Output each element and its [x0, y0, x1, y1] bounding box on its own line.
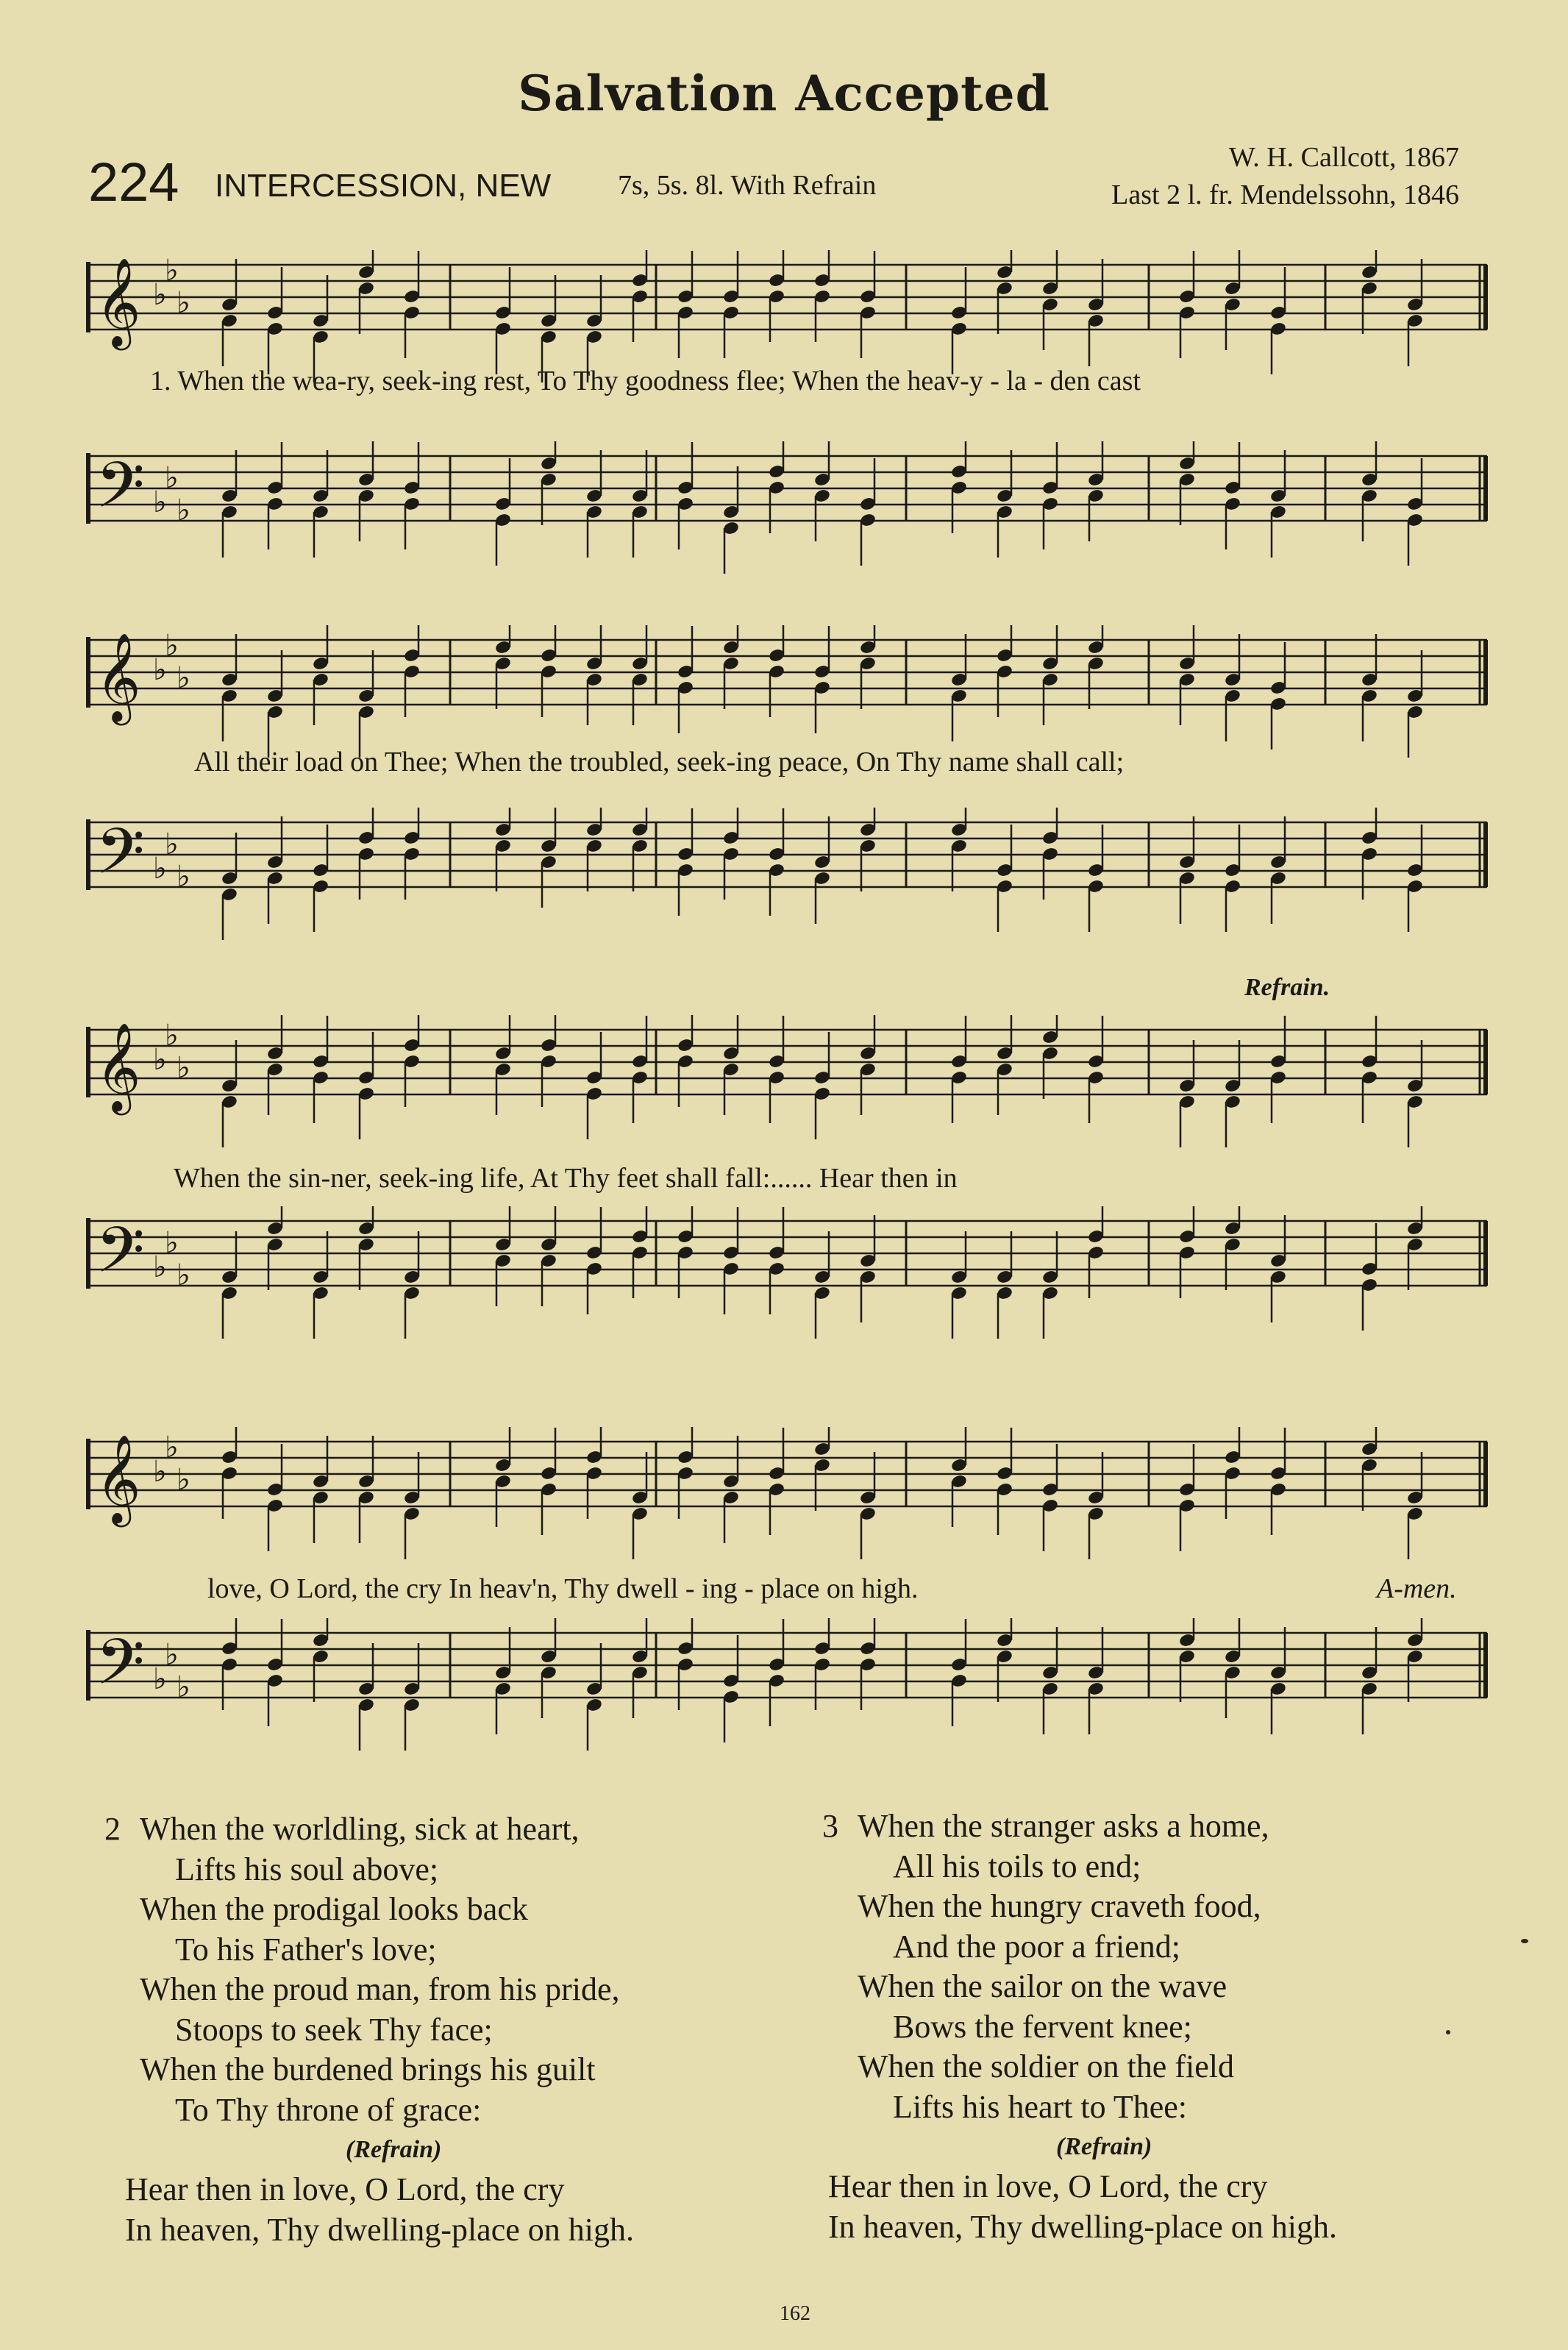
refrain-line: Hear then in love, O Lord, the cry: [828, 2168, 1268, 2204]
flat-sign-icon: ♭: [165, 1638, 179, 1672]
lyric-line-2: All their load on Thee; When the troubled, seek-ing peace, On Thy name shall call;: [194, 747, 1125, 777]
music-system-1: [82, 221, 1494, 581]
music-system-4: [82, 1397, 1494, 1809]
verse-line: When the hungry craveth food,: [858, 1888, 1261, 1924]
flat-sign-icon: ♭: [177, 1258, 190, 1292]
flat-sign-icon: ♭: [153, 1455, 167, 1489]
music-system-2: [82, 610, 1494, 956]
verse-line: When the sailor on the wave: [858, 1968, 1227, 2004]
verse-line: To his Father's love;: [175, 1931, 437, 1968]
verse-line: When the burdened brings his guilt: [140, 2051, 596, 2087]
flat-sign-icon: ♭: [153, 278, 167, 312]
flat-sign-icon: ♭: [153, 1043, 167, 1077]
flat-sign-icon: ♭: [153, 653, 167, 687]
meter: 7s, 5s. 8l. With Refrain: [618, 170, 877, 201]
flat-sign-icon: ♭: [177, 1670, 190, 1704]
ink-speck: [1446, 2030, 1450, 2034]
lyric-line-3: When the sin-ner, seek-ing life, At Thy feet shall fall:...... Hear then in: [174, 1163, 958, 1194]
flat-sign-icon: ♭: [165, 827, 179, 861]
flat-sign-icon: ♭: [165, 1431, 179, 1464]
flat-sign-icon: ♭: [165, 1226, 179, 1260]
refrain-mark: Refrain.: [1244, 974, 1330, 1001]
verse-line: Stoops to seek Thy face;: [175, 2011, 493, 2048]
flat-sign-icon: ♭: [153, 852, 167, 886]
refrain-line: Hear then in love, O Lord, the cry: [125, 2171, 565, 2207]
amen-lyric: A-men.: [1377, 1573, 1457, 1604]
bass-clef-icon: 𝄢: [96, 814, 145, 904]
bass-clef-icon: 𝄢: [96, 448, 145, 538]
arranger-credit: Last 2 l. fr. Mendelssohn, 1846: [1111, 179, 1459, 210]
verse-line: When the prodigal looks back: [140, 1891, 528, 1927]
composer-credit: W. H. Callcott, 1867: [1228, 142, 1459, 173]
flat-sign-icon: ♭: [165, 461, 179, 495]
verse-line: When the soldier on the field: [858, 2048, 1234, 2084]
flat-sign-icon: ♭: [153, 1662, 167, 1696]
verse-2: [104, 1809, 634, 2250]
treble-clef-icon: 𝄞: [96, 1022, 141, 1111]
verse-3: [822, 1806, 1337, 2247]
verse-line: When the worldling, sick at heart,: [140, 1811, 580, 1847]
flat-sign-icon: ♭: [153, 1250, 167, 1284]
flat-sign-icon: ♭: [177, 860, 190, 894]
refrain-line: In heaven, Thy dwelling-place on high.: [828, 2208, 1337, 2245]
treble-staff: [82, 1015, 1494, 1162]
bass-staff: [82, 1206, 1494, 1353]
flat-sign-icon: ♭: [165, 629, 179, 663]
refrain-label: (Refrain): [1056, 2133, 1152, 2160]
flat-sign-icon: ♭: [177, 494, 190, 527]
verse-line: To Thy throne of grace:: [175, 2091, 482, 2128]
bass-staff: [82, 1618, 1494, 1765]
bass-staff: [82, 441, 1494, 588]
verse-line: Bows the fervent knee;: [893, 2008, 1192, 2045]
bass-clef-icon: 𝄢: [96, 1213, 145, 1303]
flat-sign-icon: ♭: [177, 286, 190, 320]
refrain-line: In heaven, Thy dwelling-place on high.: [125, 2211, 634, 2248]
treble-clef-icon: 𝄞: [96, 632, 141, 722]
flat-sign-icon: ♭: [177, 661, 190, 695]
lyric-line-4: love, O Lord, the cry In heav'n, Thy dwell - ing - place on high.: [207, 1573, 919, 1604]
bass-staff: [82, 808, 1494, 955]
verse-number: 2: [104, 1811, 121, 1847]
verse-line: And the poor a friend;: [893, 1928, 1180, 1965]
verse-line: Lifts his soul above;: [175, 1851, 439, 1887]
tune-name: INTERCESSION, NEW: [215, 168, 552, 204]
treble-clef-icon: 𝄞: [96, 1434, 141, 1523]
music-system-3: [82, 971, 1494, 1368]
verse-line: When the stranger asks a home,: [858, 1808, 1269, 1844]
page-number: 162: [780, 2302, 810, 2325]
flat-sign-icon: ♭: [177, 1051, 190, 1085]
treble-clef-icon: 𝄞: [96, 257, 141, 346]
flat-sign-icon: ♭: [165, 1019, 179, 1053]
verse-line: Lifts his heart to Thee:: [893, 2088, 1187, 2125]
bass-clef-icon: 𝄢: [96, 1625, 145, 1715]
flat-sign-icon: ♭: [153, 485, 167, 519]
verse-line: When the proud man, from his pride,: [140, 1971, 620, 2007]
verse-line: All his toils to end;: [893, 1848, 1141, 1884]
flat-sign-icon: ♭: [177, 1463, 190, 1497]
treble-staff: [82, 1427, 1494, 1574]
refrain-label: (Refrain): [346, 2136, 442, 2163]
section-title: Salvation Accepted: [518, 65, 1050, 122]
lyric-line-1: 1. When the wea-ry, seek-ing rest, To Thy goodness flee; When the heav-y - la - den cast: [150, 366, 1141, 396]
verse-number: 3: [822, 1808, 838, 1844]
hymn-number: 224: [88, 152, 179, 213]
flat-sign-icon: ♭: [165, 254, 179, 288]
ink-speck: [1521, 1939, 1528, 1943]
